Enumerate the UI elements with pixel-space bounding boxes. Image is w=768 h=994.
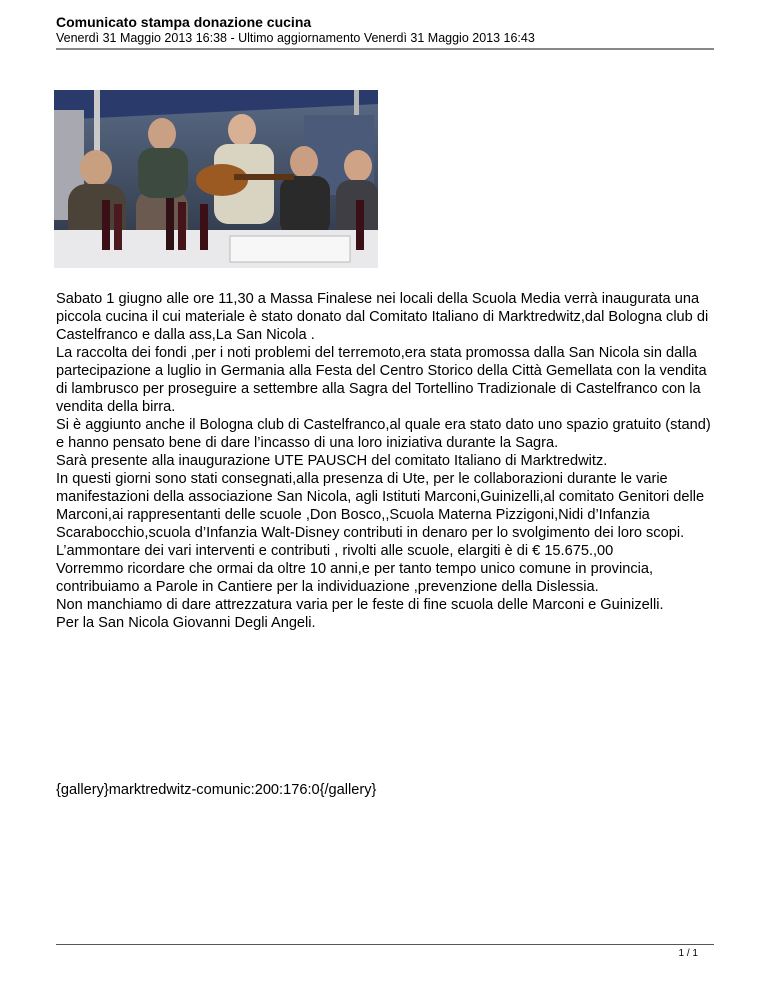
event-photo-illustration bbox=[54, 90, 378, 268]
gallery-tag: {gallery}marktredwitz-comunic:200:176:0{/gallery} bbox=[56, 782, 377, 798]
paragraph: Sarà presente alla inaugurazione UTE PAUSCH del comitato Italiano di Marktredwitz. bbox=[56, 453, 608, 469]
paragraph: La raccolta dei fondi ,per i noti problemi del terremoto,era stata promossa dalla San Nicola sin dalla partecipazione a luglio in Germania alla Festa del Centro Storico della Città Gemellata con la vendita di lambrusco per proseguire a settembre alla Sagra del Tortellino Tradizionale di Castelfranco con la vendita della birra. bbox=[56, 345, 707, 415]
page-number: 1 / 1 bbox=[678, 948, 698, 959]
signature-line: Per la San Nicola Giovanni Degli Angeli. bbox=[56, 615, 316, 631]
header-divider bbox=[56, 48, 714, 50]
article-body bbox=[56, 290, 716, 632]
page-title: Comunicato stampa donazione cucina bbox=[56, 14, 312, 30]
paragraph: Non manchiamo di dare attrezzatura varia per le feste di fine scuola delle Marconi e Guinizelli. bbox=[56, 597, 664, 613]
paragraph: L’ammontare dei vari interventi e contributi , rivolti alle scuole, elargiti è di € 15.675.,00 bbox=[56, 543, 614, 559]
footer-divider bbox=[56, 944, 714, 945]
paragraph: Si è aggiunto anche il Bologna club di Castelfranco,al quale era stato dato uno spazio gratuito (stand) e hanno pensato bene di dare l’incasso di una loro iniziativa durante la Sagra. bbox=[56, 417, 711, 451]
page-subtitle-date: Venerdì 31 Maggio 2013 16:38 - Ultimo aggiornamento Venerdì 31 Maggio 2013 16:43 bbox=[56, 31, 535, 45]
paragraph: Sabato 1 giugno alle ore 11,30 a Massa Finalese nei locali della Scuola Media verrà inaugurata una piccola cucina il cui materiale è stato donato dal Comitato Italiano di Marktredwitz,dal Bologna club di Castelfranco e dalla ass,La San Nicola . bbox=[56, 291, 709, 343]
paragraph: Vorremmo ricordare che ormai da oltre 10 anni,e per tanto tempo unico comune in provincia, contribuiamo a Parole in Cantiere per la individuazione ,prevenzione della Dislessia. bbox=[56, 561, 654, 595]
document-header bbox=[56, 14, 714, 46]
event-photo bbox=[54, 90, 378, 268]
paragraph: In questi giorni sono stati consegnati,alla presenza di Ute, per le collaborazioni durante le varie manifestazioni della associazione San Nicola, agli Istituti Marconi,Guinizelli,al comitato Genitori delle Marconi,ai rappresentanti delle scuole ,Don Bosco,,Scuola Materna Pizzigoni,Nidi d’Infanzia Scarabocchio,scuola d’Infanzia Walt-Disney contributi in denaro per lo svolgimento dei loro scopi. bbox=[56, 471, 705, 541]
